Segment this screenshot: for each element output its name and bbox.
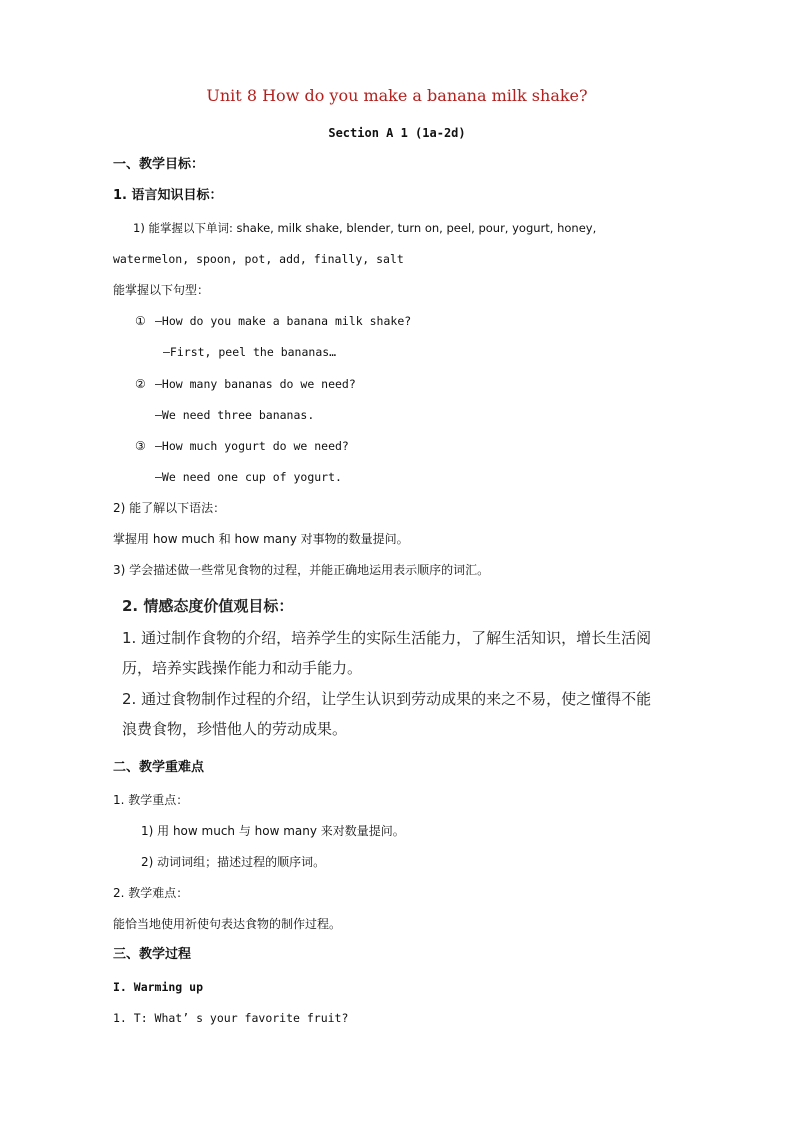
heading-emotional-values: 2. 情感态度价值观目标：	[122, 597, 294, 615]
dialogue-answer: —We need one cup of yogurt.	[155, 470, 342, 484]
values-paragraph-2-line-2: 浪费食物，珍惜他人的劳动成果。	[122, 720, 348, 738]
key-point-2: 2) 动词词组；描述过程的顺序词。	[141, 855, 326, 869]
key-point-1: 1) 用 how much 与 how many 来对数量提问。	[141, 824, 405, 838]
page-title: Unit 8 How do you make a banana milk shake?	[206, 86, 588, 105]
difficult-point-text: 能恰当地使用祈使句表达食物的制作过程。	[113, 917, 342, 931]
heading-language-knowledge: 1. 语言知识目标：	[113, 188, 223, 203]
values-paragraph-1-line-1: 1. 通过制作食物的介绍，培养学生的实际生活能力，了解生活知识，增长生活阅	[122, 629, 652, 647]
grammar-label: 2) 能了解以下语法：	[113, 501, 226, 515]
objective-item-3: 3) 学会描述做一些常见食物的过程，并能正确地运用表示顺序的词汇。	[113, 563, 490, 577]
heading-teaching-process: 三、教学过程	[113, 947, 192, 962]
dialogue-answer: —First, peel the bananas…	[163, 345, 337, 359]
vocab-line-2: watermelon, spoon, pot, add, finally, salt	[113, 252, 404, 266]
difficult-points-label: 2. 教学难点：	[113, 886, 189, 900]
heading-key-difficult-points: 二、教学重难点	[113, 760, 205, 775]
dialogue-question: —How many bananas do we need?	[155, 377, 356, 391]
dialogue-number: ①	[135, 314, 146, 328]
dialogue-number: ②	[135, 377, 146, 391]
dialogue-question: —How much yogurt do we need?	[155, 439, 349, 453]
vocab-line-1: 1) 能掌握以下单词: shake, milk shake, blender, turn on, peel, pour, yogurt, honey,	[133, 221, 597, 235]
section-subtitle: Section A 1 (1a-2d)	[328, 126, 466, 140]
sentence-patterns-label: 能掌握以下句型：	[113, 283, 210, 297]
dialogue-number: ③	[135, 439, 146, 453]
grammar-text: 掌握用 how much 和 how many 对事物的数量提问。	[113, 532, 409, 546]
dialogue-question: —How do you make a banana milk shake?	[155, 314, 412, 328]
values-paragraph-1-line-2: 历，培养实践操作能力和动手能力。	[122, 659, 363, 677]
values-paragraph-2-line-1: 2. 通过食物制作过程的介绍，让学生认识到劳动成果的来之不易，使之懂得不能	[122, 690, 652, 708]
warming-up-item-1: 1. T: What’ s your favorite fruit?	[113, 1011, 349, 1025]
warming-up-heading: I. Warming up	[113, 980, 204, 994]
key-points-label: 1. 教学重点：	[113, 793, 189, 807]
dialogue-answer: —We need three bananas.	[155, 408, 315, 422]
heading-teaching-objectives: 一、教学目标：	[113, 157, 205, 172]
